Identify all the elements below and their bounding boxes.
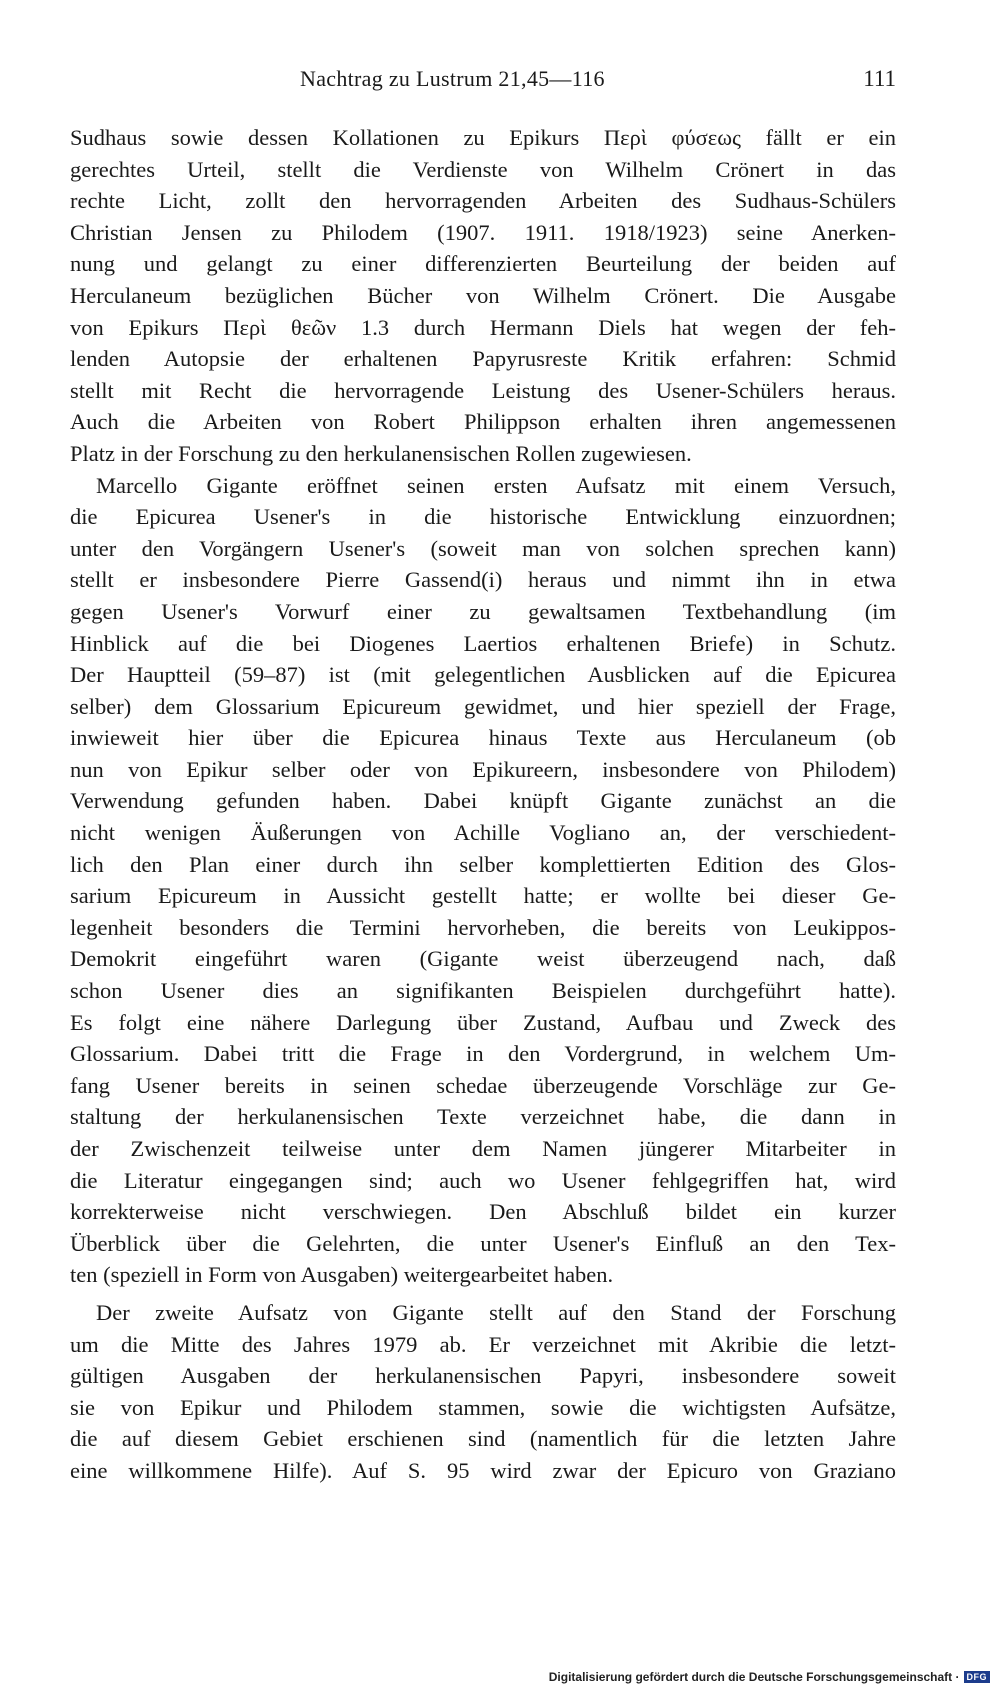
text-line: inwieweit hier über die Epicurea hinaus Texte aus Herculaneum (ob (70, 725, 896, 751)
paragraph-3 (70, 1297, 896, 1487)
text-line: Der Hauptteil (59–87) ist (mit gelegentlichen Ausblicken auf die Epicurea (70, 662, 896, 688)
page-number: 111 (863, 66, 896, 91)
text-line: fang Usener bereits in seinen schedae überzeugende Vorschläge zur Ge- (70, 1072, 896, 1098)
text-line: schon Usener dies an signifikanten Beispielen durchgeführt hatte). (70, 978, 896, 1004)
body-text (70, 122, 896, 1487)
text-line: gerechtes Urteil, stellt die Verdienste von Wilhelm Crönert in das (70, 156, 896, 182)
text-line: sie von Epikur und Philodem stammen, sowie die wichtigsten Aufsätze, (70, 1394, 896, 1420)
paragraph-1 (70, 122, 896, 470)
text-line: um die Mitte des Jahres 1979 ab. Er verzeichnet mit Akribie die letzt- (70, 1331, 896, 1357)
dfg-logo: DFG (964, 1671, 991, 1683)
page-header (70, 66, 896, 102)
text-line: Demokrit eingeführt waren (Gigante weist überzeugend nach, daß (70, 946, 896, 972)
text-line: stellt er insbesondere Pierre Gassend(i) heraus und nimmt ihn in etwa (70, 567, 896, 593)
text-line: selber) dem Glossarium Epicureum gewidmet, und hier speziell der Frage, (70, 693, 896, 719)
text-line: lich den Plan einer durch ihn selber komplettierten Edition des Glos- (70, 851, 896, 877)
text-line: sarium Epicureum in Aussicht gestellt hatte; er wollte bei dieser Ge- (70, 883, 896, 909)
text-line: gegen Usener's Vorwurf einer zu gewaltsamen Textbehandlung (im (70, 598, 896, 624)
credit-text: Digitalisierung gefördert durch die Deutsche Forschungsgemeinschaft · (548, 1670, 960, 1684)
text-line: Hinblick auf die bei Diogenes Laertios erhaltenen Briefe) in Schutz. (70, 630, 896, 656)
text-line: legenheit besonders die Termini hervorheben, die bereits von Leukippos- (70, 914, 896, 940)
text-line: nicht wenigen Äußerungen von Achille Vogliano an, der verschiedent- (70, 820, 896, 846)
text-line: Platz in der Forschung zu den herkulanensischen Rollen zugewiesen. (70, 440, 692, 466)
text-line: eine willkommene Hilfe). Auf S. 95 wird zwar der Epicuro von Graziano (70, 1457, 896, 1483)
text-line: Glossarium. Dabei tritt die Frage in den Vordergrund, in welchem Um- (70, 1041, 896, 1067)
text-line: staltung der herkulanensischen Texte verzeichnet habe, die dann in (70, 1104, 896, 1130)
text-line: Marcello Gigante eröffnet seinen ersten Aufsatz mit einem Versuch, (96, 472, 896, 498)
text-line: Auch die Arbeiten von Robert Philippson erhalten ihren angemessenen (70, 409, 896, 435)
text-line: Verwendung gefunden haben. Dabei knüpft Gigante zunächst an die (70, 788, 896, 814)
text-line: Sudhaus sowie dessen Kollationen zu Epikurs Περὶ φύσεως fällt er ein (70, 125, 896, 150)
text-line: die Literatur eingegangen sind; auch wo Usener fehlgegriffen hat, wird (70, 1167, 896, 1193)
text-line: Es folgt eine nähere Darlegung über Zustand, Aufbau und Zweck des (70, 1009, 896, 1035)
text-line: nun von Epikur selber oder von Epikureern, insbesondere von Philodem) (70, 756, 896, 782)
text-line: rechte Licht, zollt den hervorragenden Arbeiten des Sudhaus-Schülers (70, 188, 896, 214)
paragraph-2 (70, 470, 896, 1291)
text-line: von Epikurs Περὶ θεῶν 1.3 durch Hermann Diels hat wegen der feh- (70, 314, 896, 340)
text-line: Christian Jensen zu Philodem (1907. 1911. 1918/1923) seine Anerken- (70, 219, 896, 245)
text-line: Herculaneum bezüglichen Bücher von Wilhelm Crönert. Die Ausgabe (70, 282, 896, 308)
text-line: nung und gelangt zu einer differenzierten Beurteilung der beiden auf (70, 251, 896, 277)
text-line: korrekterweise nicht verschwiegen. Den Abschluß bildet ein kurzer (70, 1199, 896, 1225)
text-line: die auf diesem Gebiet erschienen sind (namentlich für die letzten Jahre (70, 1426, 896, 1452)
text-line: der Zwischenzeit teilweise unter dem Namen jüngerer Mitarbeiter in (70, 1136, 896, 1161)
text-line: Der zweite Aufsatz von Gigante stellt auf den Stand der Forschung (96, 1299, 896, 1325)
text-line: ten (speziell in Form von Ausgaben) weitergearbeitet haben. (70, 1262, 614, 1288)
text-line: gültigen Ausgaben der herkulanensischen Papyri, insbesondere soweit (70, 1363, 896, 1389)
text-line: Überblick über die Gelehrten, die unter Usener's Einfluß an den Tex- (70, 1230, 896, 1256)
text-line: unter den Vorgängern Usener's (soweit man von solchen sprechen kann) (70, 535, 896, 561)
running-head: Nachtrag zu Lustrum 21,45—116 (300, 66, 605, 91)
text-line: stellt mit Recht die hervorragende Leistung des Usener-Schülers heraus. (70, 377, 896, 403)
text-line: die Epicurea Usener's in die historische Entwicklung einzuordnen; (70, 504, 896, 530)
digitization-credit (549, 1670, 990, 1684)
text-line: lenden Autopsie der erhaltenen Papyrusreste Kritik erfahren: Schmid (70, 346, 896, 372)
